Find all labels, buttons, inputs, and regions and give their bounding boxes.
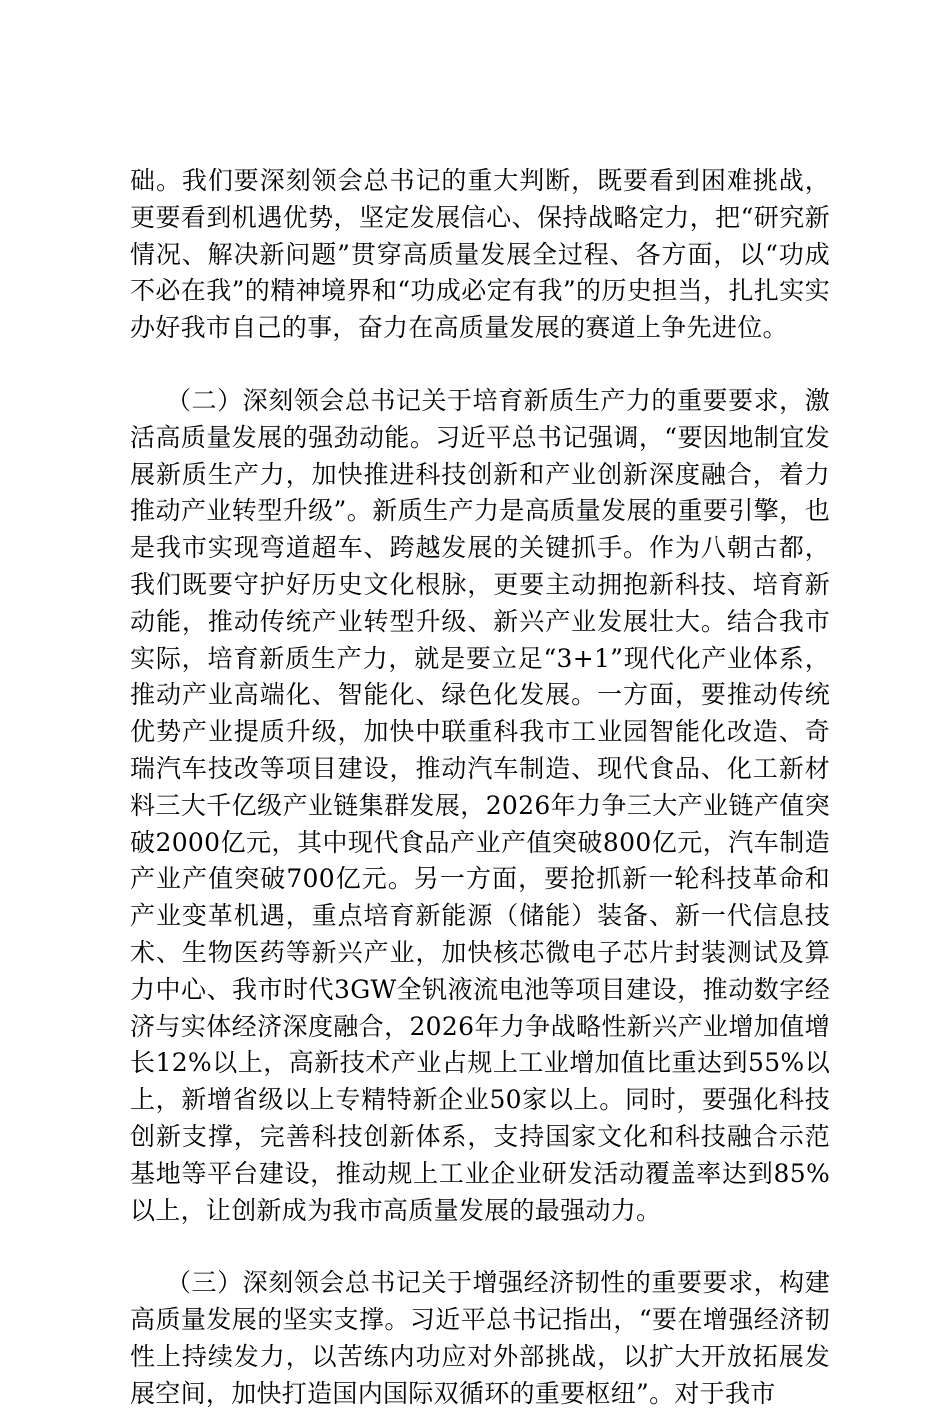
document-page	[130, 163, 830, 1413]
paragraph-section-two: （二）深刻领会总书记关于培育新质生产力的重要要求，激活高质量发展的强劲动能。习近平总书记强调，“要因地制宜发展新质生产力，加快推进科技创新和产业创新深度融合，着力推动产业转型升级”。新质生产力是高质量发展的重要引擎，也是我市实现弯道超车、跨越发展的关键抓手。作为八朝古都，我们既要守护好历史文化根脉，更要主动拥抱新科技、培育新动能，推动传统产业转型升级、新兴产业发展壮大。结合我市实际，培育新质生产力，就是要立足“3+1”现代化产业体系，推动产业高端化、智能化、绿色化发展。一方面，要推动传统优势产业提质升级，加快中联重科我市工业园智能化改造、奇瑞汽车技改等项目建设，推动汽车制造、现代食品、化工新材料三大千亿级产业链集群发展，2026年力争三大产业链产值突破2000亿元，其中现代食品产业产值突破800亿元，汽车制造产业产值突破700亿元。另一方面，要抢抓新一轮科技革命和产业变革机遇，重点培育新能源（储能）装备、新一代信息技术、生物医药等新兴产业，加快核芯微电子芯片封装测试及算力中心、我市时代3GW全钒液流电池等项目建设，推动数字经济与实体经济深度融合，2026年力争战略性新兴产业增加值增长12%以上，高新技术产业占规上工业增加值比重达到55%以上，新增省级以上专精特新企业50家以上。同时，要强化科技创新支撑，完善科技创新体系，支持国家文化和科技融合示范基地等平台建设，推动规上工业企业研发活动覆盖率达到85%以上，让创新成为我市高质量发展的最强动力。	[130, 385, 830, 1225]
paragraph-section-three: （三）深刻领会总书记关于增强经济韧性的重要要求，构建高质量发展的坚实支撑。习近平总书记指出，“要在增强经济韧性上持续发力，以苦练内功应对外部挑战，以扩大开放拓展发展空间，加快打造国内国际双循环的重要枢纽”。对于我市	[130, 1268, 830, 1408]
paragraph-continuation: 础。我们要深刻领会总书记的重大判断，既要看到困难挑战，更要看到机遇优势，坚定发展信心、保持战略定力，把“研究新情况、解决新问题”贯穿高质量发展全过程、各方面，以“功成不必在我”的精神境界和“功成必定有我”的历史担当，扎扎实实办好我市自己的事，奋力在高质量发展的赛道上争先进位。	[130, 166, 830, 343]
